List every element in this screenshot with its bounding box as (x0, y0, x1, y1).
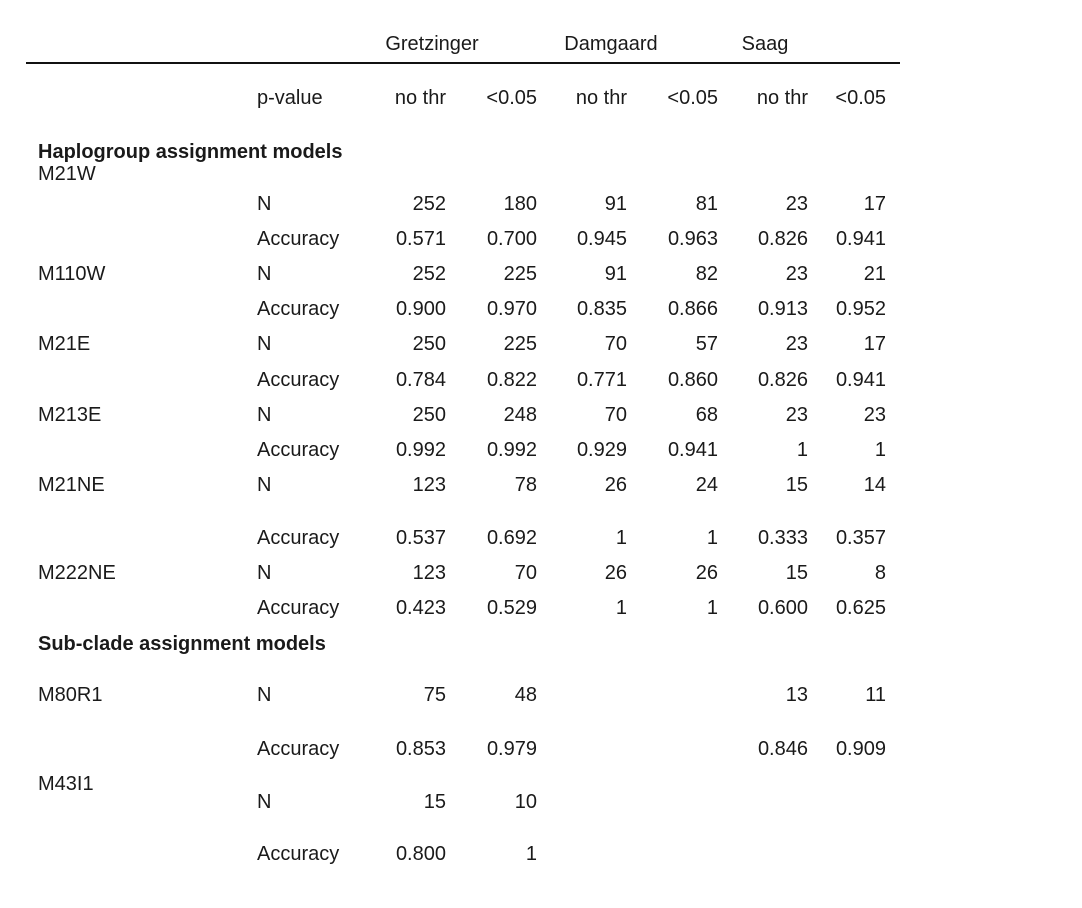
metric-label: Accuracy (257, 298, 340, 320)
metric-label: Accuracy (257, 527, 340, 549)
value-cell: 0.970 (486, 298, 537, 320)
model-name: M21NE (38, 474, 105, 496)
value-cell: 0.822 (486, 369, 537, 391)
metric-label: Accuracy (257, 439, 340, 461)
value-cell: 0.784 (395, 369, 446, 391)
value-cell: 15 (785, 562, 808, 584)
value-cell: 0.992 (395, 439, 446, 461)
value-cell: 70 (604, 333, 627, 355)
metric-label: N (257, 474, 272, 496)
value-cell: 0.992 (486, 439, 537, 461)
value-cell: 0.835 (576, 298, 627, 320)
value-cell: 0.900 (395, 298, 446, 320)
value-cell: 1 (615, 597, 627, 619)
dataset-header: Damgaard (564, 33, 658, 55)
value-cell: 0.866 (667, 298, 718, 320)
metric-label: Accuracy (257, 738, 340, 760)
value-cell: 23 (785, 193, 808, 215)
model-name: M222NE (38, 562, 116, 584)
value-cell: 225 (503, 333, 537, 355)
value-cell: 0.600 (757, 597, 808, 619)
value-cell: 0.853 (395, 738, 446, 760)
model-name: M21E (38, 333, 91, 355)
value-cell: 10 (514, 791, 537, 813)
value-cell: 0.909 (835, 738, 886, 760)
metric-label: Accuracy (257, 228, 340, 250)
value-cell: 15 (785, 474, 808, 496)
value-cell: 0.952 (835, 298, 886, 320)
value-cell: 0.625 (835, 597, 886, 619)
value-cell: 0.700 (486, 228, 537, 250)
value-cell: 24 (695, 474, 718, 496)
value-cell: 17 (863, 333, 886, 355)
value-cell: 1 (796, 439, 808, 461)
value-cell: 0.826 (757, 228, 808, 250)
value-cell: 0.929 (576, 439, 627, 461)
value-cell: 70 (604, 404, 627, 426)
metric-label: N (257, 684, 272, 706)
metric-label: Accuracy (257, 843, 340, 865)
value-cell: 23 (785, 333, 808, 355)
value-cell: 23 (863, 404, 886, 426)
value-cell: 248 (503, 404, 537, 426)
section-title: Haplogroup assignment models (38, 141, 343, 163)
value-cell: 0.941 (835, 228, 886, 250)
value-cell: 0.941 (667, 439, 718, 461)
model-name: M80R1 (38, 684, 103, 706)
value-cell: 14 (863, 474, 886, 496)
value-cell: 0.571 (395, 228, 446, 250)
value-cell: 252 (412, 263, 446, 285)
threshold-header: <0.05 (667, 87, 718, 109)
threshold-header: <0.05 (835, 87, 886, 109)
metric-label: N (257, 333, 272, 355)
metric-label: N (257, 193, 272, 215)
value-cell: 68 (695, 404, 718, 426)
model-name: M43I1 (38, 773, 94, 795)
threshold-header: <0.05 (486, 87, 537, 109)
value-cell: 250 (412, 404, 446, 426)
value-cell: 82 (695, 263, 718, 285)
value-cell: 1 (615, 527, 627, 549)
value-cell: 91 (604, 193, 627, 215)
value-cell: 81 (695, 193, 718, 215)
value-cell: 123 (412, 562, 446, 584)
value-cell: 26 (695, 562, 718, 584)
value-cell: 225 (503, 263, 537, 285)
value-cell: 26 (604, 474, 627, 496)
value-cell: 21 (863, 263, 886, 285)
model-name: M213E (38, 404, 102, 426)
dataset-header: Saag (741, 33, 789, 55)
value-cell: 252 (412, 193, 446, 215)
value-cell: 0.846 (757, 738, 808, 760)
value-cell: 91 (604, 263, 627, 285)
value-cell: 23 (785, 404, 808, 426)
value-cell: 0.800 (395, 843, 446, 865)
value-cell: 75 (423, 684, 446, 706)
value-cell: 1 (525, 843, 537, 865)
value-cell: 250 (412, 333, 446, 355)
model-name: M110W (38, 263, 106, 285)
value-cell: 0.860 (667, 369, 718, 391)
value-cell: 1 (874, 439, 886, 461)
value-cell: 48 (514, 684, 537, 706)
value-cell: 0.692 (486, 527, 537, 549)
value-cell: 0.423 (395, 597, 446, 619)
value-cell: 26 (604, 562, 627, 584)
value-cell: 0.333 (757, 527, 808, 549)
value-cell: 78 (514, 474, 537, 496)
value-cell: 0.945 (576, 228, 627, 250)
value-cell: 0.979 (486, 738, 537, 760)
value-cell: 0.771 (576, 369, 627, 391)
value-cell: 0.913 (757, 298, 808, 320)
value-cell: 0.826 (757, 369, 808, 391)
value-cell: 11 (865, 684, 886, 706)
dataset-header: Gretzinger (385, 33, 479, 55)
value-cell: 13 (785, 684, 808, 706)
value-cell: 17 (863, 193, 886, 215)
header-rule (26, 62, 900, 64)
value-cell: 0.941 (835, 369, 886, 391)
value-cell: 0.963 (667, 228, 718, 250)
value-cell: 1 (706, 597, 718, 619)
value-cell: 15 (423, 791, 446, 813)
metric-label: N (257, 263, 272, 285)
metric-label: Accuracy (257, 597, 340, 619)
threshold-header: no thr (756, 87, 808, 109)
metric-label: N (257, 404, 272, 426)
metric-label: N (257, 562, 272, 584)
model-name: M21W (38, 163, 96, 185)
value-cell: 0.529 (486, 597, 537, 619)
metric-label: N (257, 791, 272, 813)
value-cell: 8 (874, 562, 886, 584)
value-cell: 0.537 (395, 527, 446, 549)
value-cell: 70 (514, 562, 537, 584)
value-cell: 23 (785, 263, 808, 285)
metric-label: Accuracy (257, 369, 340, 391)
section-title: Sub-clade assignment models (38, 633, 326, 655)
threshold-header: no thr (394, 87, 446, 109)
value-cell: 180 (503, 193, 537, 215)
value-cell: 0.357 (835, 527, 886, 549)
pvalue-label: p-value (257, 87, 323, 109)
threshold-header: no thr (575, 87, 627, 109)
value-cell: 123 (412, 474, 446, 496)
value-cell: 1 (706, 527, 718, 549)
value-cell: 57 (695, 333, 718, 355)
